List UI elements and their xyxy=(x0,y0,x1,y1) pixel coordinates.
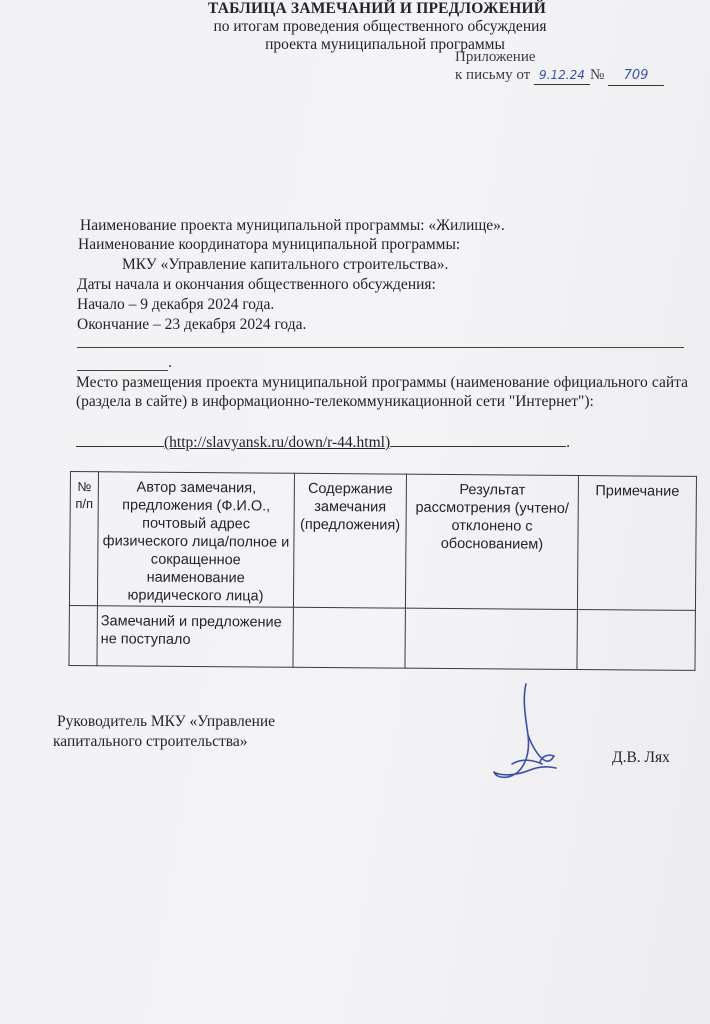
url-end-period: . xyxy=(566,434,571,451)
cell-author: Замечаний и предложение не поступало xyxy=(97,606,293,668)
header-content: Содержание замечания (предложения) xyxy=(293,473,406,608)
table-row xyxy=(69,605,695,670)
cell-result xyxy=(405,608,577,669)
letter-number-field xyxy=(608,66,664,86)
letter-date-field xyxy=(534,66,590,85)
cell-note xyxy=(577,609,695,670)
project-name: Наименование проекта муниципальной программы: «Жилище». xyxy=(80,217,505,234)
header-result: Результат рассмотрения (учтено/отклонено с обоснованием) xyxy=(405,474,578,609)
appendix-letter-ref xyxy=(455,66,664,86)
letter-number-handwritten: 709 xyxy=(623,68,649,83)
discussion-start: Начало – 9 декабря 2024 года. xyxy=(77,296,275,313)
handwritten-signature-icon xyxy=(482,680,572,790)
coordinator-value: МКУ «Управление капитального строительства». xyxy=(122,256,449,273)
blank-underline-1 xyxy=(77,347,684,348)
discussion-end: Окончание – 23 декабря 2024 года. xyxy=(77,316,307,333)
blank-underline-2 xyxy=(77,370,168,371)
header-note: Примечание xyxy=(577,475,696,610)
document-subtitle-2: проекта муниципальной программы xyxy=(265,36,505,53)
url-fill-right xyxy=(390,432,566,447)
document-subtitle-1: по итогам проведения общественного обсуждения xyxy=(213,18,547,35)
letter-date-handwritten: 9.12.24 xyxy=(539,68,585,82)
placement-description: Место размещения проекта муниципальной программы (наименование официального сайта (раздела в сайте) в информационно-телекоммуникационной сети "Интернет"): xyxy=(76,374,688,410)
table-header-row xyxy=(69,472,696,611)
signer-position-2: капитального строительства» xyxy=(53,733,248,750)
signer-name: Д.В. Лях xyxy=(612,749,670,766)
cell-number xyxy=(69,605,97,665)
coordinator-label: Наименование координатора муниципальной программы: xyxy=(78,236,461,253)
appendix-title: Приложение xyxy=(455,49,536,65)
remarks-table xyxy=(68,471,697,671)
header-author: Автор замечания, предложения (Ф.И.О., почтовый адрес физического лица/полное и сокращенное наименование юридического лица) xyxy=(97,472,294,608)
cell-content xyxy=(293,607,405,668)
blank-line-period: . xyxy=(168,354,172,371)
document-title: ТАБЛИЦА ЗАМЕЧАНИЙ И ПРЕДЛОЖЕНИЙ xyxy=(207,0,547,17)
placement-url-line xyxy=(76,432,570,452)
header-number: № п/п xyxy=(69,472,98,606)
signer-position-1: Руководитель МКУ «Управление xyxy=(57,713,276,730)
placement-url[interactable]: (http://slavyansk.ru/down/r-44.html) xyxy=(164,434,391,451)
letter-ref-prefix: к письму от xyxy=(455,67,531,83)
dates-label: Даты начала и окончания общественного обсуждения: xyxy=(77,276,436,293)
url-fill-left xyxy=(76,432,164,447)
number-sign: № xyxy=(589,67,605,83)
